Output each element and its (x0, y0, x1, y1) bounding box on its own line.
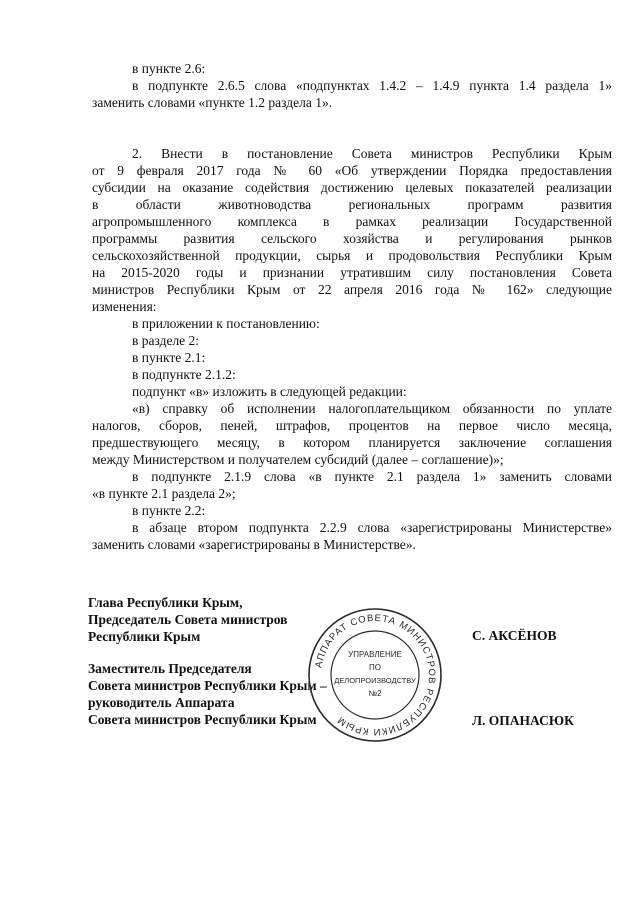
stamp-line: ДЕЛОПРОИЗВОДСТВУ (334, 676, 416, 685)
text-line: программы развития сельского хозяйства и регулирования рынков (92, 231, 612, 246)
stamp-line: №2 (368, 689, 382, 698)
text-line: субсидии на оказание содействия достижению целевых показателей реализации (92, 180, 612, 195)
signatory-title: Республики Крым (88, 629, 201, 644)
signatory-title: Совета министров Республики Крым – (88, 678, 327, 693)
signature-block-head (88, 594, 287, 645)
text-line: в пункте 2.2: (132, 503, 206, 518)
stamp-line: УПРАВЛЕНИЕ (348, 650, 402, 659)
signature-block-deputy (88, 660, 327, 728)
signatory-title: руководитель Аппарата (88, 695, 235, 710)
signatory-title: Председатель Совета министров (88, 612, 288, 627)
text-line: между Министерством и получателем субсидий (далее – соглашение)»; (92, 452, 504, 467)
text-line: заменить словами «зарегистрированы в Министерстве». (92, 537, 416, 552)
text-line: в подпункте 2.1.9 слова «в пункте 2.1 раздела 1» заменить словами (132, 469, 612, 484)
text-line: сельскохозяйственной продукции, сырья и продовольствия Республики Крым (92, 248, 612, 263)
stamp-line: ПО (369, 663, 381, 672)
official-stamp (305, 605, 445, 745)
stamp-ring-text: АППАРАТ СОВЕТА МИНИСТРОВ РЕСПУБЛИКИ КРЫМ (313, 612, 438, 738)
text-line: в пункте 2.6: (132, 61, 206, 76)
text-line: на 2015-2020 годы и признании утратившим силу постановления Совета (92, 265, 612, 280)
text-line: подпункт «в» изложить в следующей редакции: (132, 384, 407, 399)
text-line: налогов, сборов, пеней, штрафов, процентов на первое число месяца, (92, 418, 612, 433)
text-line: предшествующего месяцу, в котором планируется заключение соглашения (92, 435, 612, 450)
text-line: заменить словами «пункте 1.2 раздела 1». (92, 95, 333, 110)
signatory-title: Совета министров Республики Крым (88, 712, 317, 727)
text-line: в пункте 2.1: (132, 350, 206, 365)
text-line: «в пункте 2.1 раздела 2»; (92, 486, 236, 501)
text-line: в подпункте 2.6.5 слова «подпунктах 1.4.2 – 1.4.9 пункта 1.4 раздела 1» (132, 78, 612, 93)
text-line: в приложении к постановлению: (132, 316, 320, 331)
text-line: агропромышленного комплекса в рамках реализации Государственной (92, 214, 612, 229)
text-line: «в) справку об исполнении налогоплательщиком обязанности по уплате (132, 401, 612, 416)
text-line: в абзаце втором подпункта 2.2.9 слова «зарегистрированы Министерстве» (132, 520, 612, 535)
text-line: в подпункте 2.1.2: (132, 367, 236, 382)
signatory-title: Глава Республики Крым, (88, 595, 243, 610)
text-line: в области животноводства региональных программ развития (92, 197, 612, 212)
signatory-name-deputy: Л. ОПАНАСЮК (472, 713, 574, 728)
text-line: от 9 февраля 2017 года № 60 «Об утверждении Порядка предоставления (92, 163, 612, 178)
text-line: изменения: (92, 299, 157, 314)
document-body (92, 60, 612, 553)
signatory-name-head: С. АКСЁНОВ (472, 628, 557, 643)
signatory-title: Заместитель Председателя (88, 661, 252, 676)
text-line: в разделе 2: (132, 333, 200, 348)
text-line: министров Республики Крым от 22 апреля 2016 года № 162» следующие (92, 282, 612, 297)
text-line: 2. Внести в постановление Совета министров Республики Крым (132, 146, 612, 161)
